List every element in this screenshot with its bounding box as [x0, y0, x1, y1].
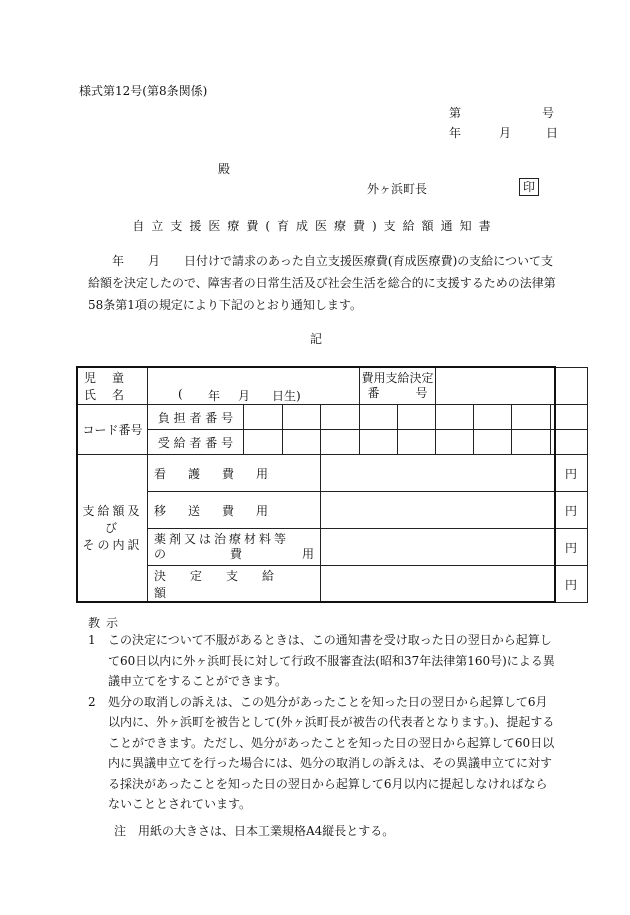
birth-date: ( 年 月 日生)	[178, 387, 301, 403]
seal-mark: 印	[519, 178, 539, 196]
body-paragraph: 年 月 日付けで請求のあった自立支援医療費(育成医療費)の支給について支給額を決定したので、障害者の日常生活及び社会生活を総合的に支援するための法律第58条第1項の規定により下記のとおり通知します。	[88, 254, 556, 312]
payer-digit-box[interactable]	[474, 405, 512, 430]
date-day: 日	[546, 126, 559, 140]
instruction-item: 1 この決定について不服があるときは、この通知書を受け取った日の翌日から起算して60日以内に外ヶ浜町長に対して行政不服審査法(昭和37年法律第160号)による異議申立てをすることができます。	[88, 633, 555, 688]
document-title: 自立支援医療費(育成医療費)支給額通知書	[132, 219, 498, 233]
medicine-cost-row	[78, 529, 588, 566]
document-number-suffix: 号	[542, 106, 555, 120]
payer-digit-box[interactable]	[283, 405, 321, 430]
child-name-label-cell	[78, 368, 148, 405]
payer-digit-box[interactable]	[398, 405, 436, 430]
child-name-label: 児 童 氏 名	[84, 371, 141, 402]
details-table	[77, 367, 588, 603]
nursing-cost-amount[interactable]: 円	[321, 455, 588, 492]
recipient-digit-box[interactable]	[283, 430, 321, 455]
amount-breakdown-label: 支給額及び その内訳	[82, 504, 143, 552]
payer-label-cell	[148, 405, 244, 430]
recipient-digit-box[interactable]	[321, 430, 360, 455]
date-year: 年	[449, 126, 462, 140]
payer-digit-box[interactable]	[321, 405, 360, 430]
code-label-cell	[78, 405, 148, 455]
payer-digit-box[interactable]	[360, 405, 398, 430]
addressee-suffix: 殿	[218, 162, 231, 176]
nursing-cost-label-cell	[148, 455, 321, 492]
instruction-list	[88, 630, 558, 815]
form-number: 様式第12号(第8条関係)	[79, 84, 208, 98]
recipient-digit-box[interactable]	[398, 430, 436, 455]
instruction-item: 2 処分の取消しの訴えは、この処分があったことを知った日の翌日から起算して6月以内に、外ヶ浜町を被告として(外ヶ浜町長が被告の代表者となります。)、提起することができます。ただし、処分があったことを知った日の翌日から起算して60日以内に異議申立てを行った場合には、処分の取消しの訴えは、その異議申立てに対する採決があったことを知った日の翌日から起算して6月以内に提起しなければならないこととされています。	[88, 694, 555, 811]
issuer-name: 外ヶ浜町長	[367, 182, 428, 196]
transport-cost-amount[interactable]: 円	[321, 492, 588, 529]
decided-amount-row	[78, 566, 588, 603]
transport-cost-label: 移送費用	[154, 503, 291, 518]
decision-number-field[interactable]	[436, 368, 588, 405]
transport-cost-row	[78, 492, 588, 529]
payer-row	[78, 405, 588, 430]
decided-amount-value[interactable]: 円	[321, 566, 588, 603]
recipient-digit-box[interactable]	[360, 430, 398, 455]
payer-digit-box[interactable]	[551, 405, 588, 430]
child-name-field[interactable]	[148, 368, 360, 405]
medicine-cost-label-cell	[148, 529, 374, 566]
recipient-row	[78, 430, 588, 455]
nursing-cost-label: 看護費用	[154, 466, 291, 481]
decision-number-label: 費用支給決定 番 号	[361, 371, 434, 400]
recipient-label-cell	[148, 430, 244, 455]
instruction-heading: 教示	[88, 616, 125, 630]
nursing-cost-row	[78, 455, 588, 492]
ki-heading: 記	[310, 332, 323, 346]
recipient-digit-box[interactable]	[551, 430, 588, 455]
code-label: コード番号	[82, 423, 143, 437]
recipient-digit-box[interactable]	[244, 430, 283, 455]
payer-digit-box[interactable]	[436, 405, 474, 430]
paper-size-note: 注 用紙の大きさは、日本工業規格A4縦長とする。	[114, 824, 395, 838]
decided-amount-label: 決定支給額	[154, 569, 299, 600]
date-month: 月	[499, 126, 512, 140]
recipient-label: 受 給 者 番 号	[157, 435, 234, 450]
decision-number-label-cell	[360, 368, 436, 405]
payer-digit-box[interactable]	[512, 405, 551, 430]
medicine-cost-label: 薬剤又は治療材料等 の 費用	[154, 532, 374, 561]
amount-breakdown-label-cell	[78, 455, 148, 603]
body-text	[88, 250, 558, 316]
decided-amount-label-cell	[148, 566, 321, 603]
document-number-prefix: 第	[449, 106, 462, 120]
payer-label: 負 担 者 番 号	[157, 410, 234, 425]
recipient-digit-box[interactable]	[474, 430, 512, 455]
payer-digit-box[interactable]	[244, 405, 283, 430]
recipient-digit-box[interactable]	[512, 430, 551, 455]
child-row	[78, 368, 588, 405]
medicine-cost-amount[interactable]: 円	[321, 529, 588, 566]
transport-cost-label-cell	[148, 492, 321, 529]
recipient-digit-box[interactable]	[436, 430, 474, 455]
